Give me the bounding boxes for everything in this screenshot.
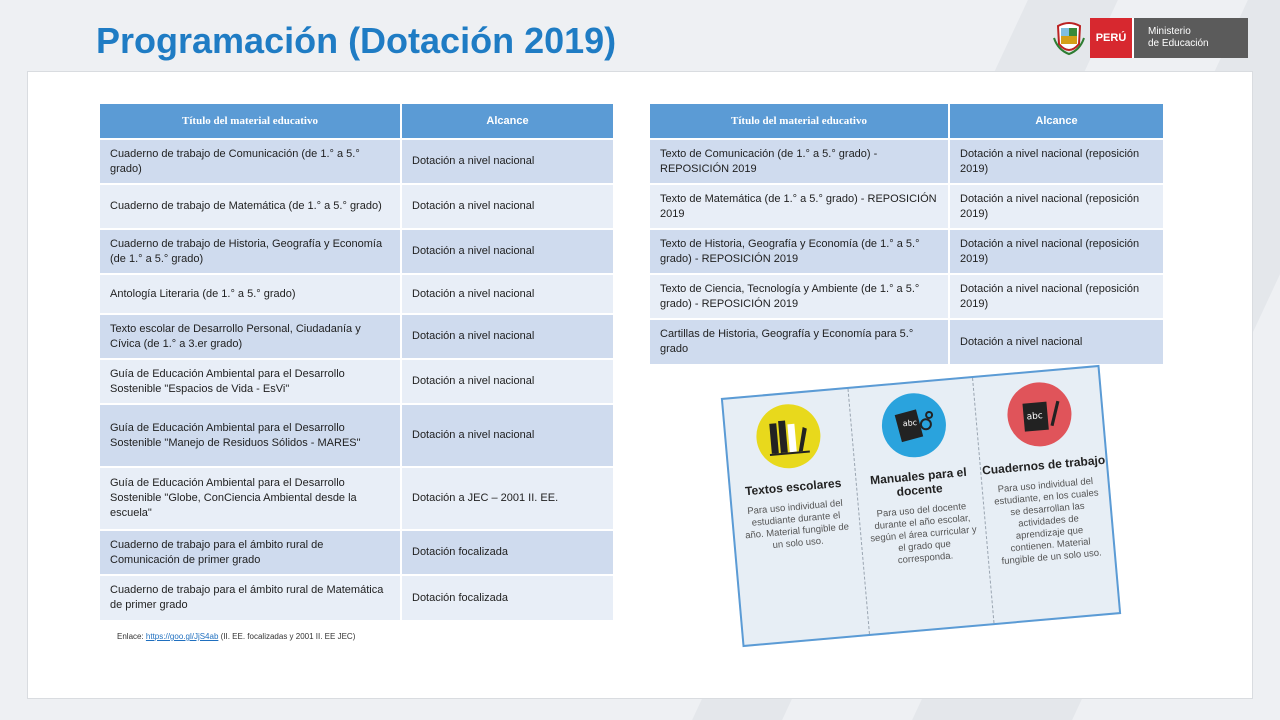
footnote-prefix: Enlace: — [117, 632, 146, 641]
scope-cell: Dotación a nivel nacional — [401, 274, 614, 314]
materials-illustration — [721, 365, 1121, 647]
illustration-desc: Para uso individual del estudiante, en los cuales se desarrollan las actividades de aprendizaje que contienen. Material fungible de un solo uso. — [993, 475, 1103, 568]
material-title-cell: Texto de Matemática (de 1.° a 5.° grado) - REPOSICIÓN 2019 — [650, 184, 949, 229]
ministry-line-2: de Educación — [1148, 38, 1209, 49]
table-row — [100, 359, 614, 404]
scope-cell: Dotación a JEC – 2001 II. EE. — [401, 467, 614, 530]
material-title-cell: Texto de Ciencia, Tecnología y Ambiente (de 1.° a 5.° grado) - REPOSICIÓN 2019 — [650, 274, 949, 319]
illustration-title: Cuadernos de trabajo — [981, 452, 1106, 478]
table-row — [100, 314, 614, 359]
footnote-suffix: (II. EE. focalizadas y 2001 II. EE JEC) — [218, 632, 356, 641]
scope-cell: Dotación focalizada — [401, 575, 614, 620]
illustration-desc: Para uso del docente durante el año escolar, según el área curricular y el grado que corresponda. — [869, 501, 978, 567]
scope-cell: Dotación focalizada — [401, 530, 614, 575]
table-row — [650, 229, 1164, 274]
material-title-cell: Guía de Educación Ambiental para el Desarrollo Sostenible "Espacios de Vida - EsVi" — [100, 359, 401, 404]
coat-of-arms-icon — [1052, 18, 1086, 58]
scope-cell: Dotación a nivel nacional (reposición 2019) — [949, 139, 1164, 184]
manual-icon-label: abc — [902, 418, 918, 429]
scope-cell: Dotación a nivel nacional — [401, 404, 614, 467]
table-row — [100, 184, 614, 229]
material-title-cell: Cuaderno de trabajo para el ámbito rural de Matemática de primer grado — [100, 575, 401, 620]
scope-cell: Dotación a nivel nacional (reposición 2019) — [949, 274, 1164, 319]
material-title-cell: Texto escolar de Desarrollo Personal, Ciudadanía y Cívica (de 1.° a 3.er grado) — [100, 314, 401, 359]
table-row — [650, 184, 1164, 229]
material-title-cell: Cuaderno de trabajo de Historia, Geografía y Economía (de 1.° a 5.° grado) — [100, 229, 401, 274]
footnote-link[interactable]: https://goo.gl/JjS4ab — [145, 632, 219, 641]
workbook-icon-label: abc — [1025, 411, 1043, 423]
table-row — [100, 229, 614, 274]
table-row — [100, 530, 614, 575]
illustration-title: Textos escolares — [744, 475, 842, 499]
scope-cell: Dotación a nivel nacional (reposición 2019) — [949, 229, 1164, 274]
table-row — [650, 274, 1164, 319]
table-row — [100, 139, 614, 184]
manual-icon — [879, 391, 948, 460]
table-row — [100, 274, 614, 314]
header-scope: Alcance — [401, 104, 614, 139]
header-title: Título del material educativo — [650, 104, 949, 139]
page-title: Programación (Dotación 2019) — [96, 20, 617, 61]
header-title: Título del material educativo — [100, 104, 401, 139]
illustration-desc: Para uso individual del estudiante durante el año. Material fungible de un solo uso. — [744, 497, 850, 552]
scope-cell: Dotación a nivel nacional — [401, 139, 614, 184]
footnote — [117, 632, 355, 641]
material-title-cell: Cuaderno de trabajo de Matemática (de 1.° a 5.° grado) — [100, 184, 401, 229]
table-row — [100, 575, 614, 620]
material-title-cell: Texto de Comunicación (de 1.° a 5.° grado) - REPOSICIÓN 2019 — [650, 139, 949, 184]
material-title-cell: Cuaderno de trabajo para el ámbito rural de Comunicación de primer grado — [100, 530, 401, 575]
header-scope: Alcance — [949, 104, 1164, 139]
scope-cell: Dotación a nivel nacional — [401, 229, 614, 274]
scope-cell: Dotación a nivel nacional — [401, 359, 614, 404]
peru-label: PERÚ — [1090, 18, 1132, 58]
material-title-cell: Guía de Educación Ambiental para el Desarrollo Sostenible "Manejo de Residuos Sólidos - MARES" — [100, 404, 401, 467]
books-icon — [754, 402, 823, 471]
material-title-cell: Texto de Historia, Geografía y Economía (de 1.° a 5.° grado) - REPOSICIÓN 2019 — [650, 229, 949, 274]
material-title-cell: Guía de Educación Ambiental para el Desarrollo Sostenible "Globe, ConCiencia Ambiental desde la escuela" — [100, 467, 401, 530]
material-title-cell: Cuaderno de trabajo de Comunicación (de 1.° a 5.° grado) — [100, 139, 401, 184]
scope-cell: Dotación a nivel nacional (reposición 2019) — [949, 184, 1164, 229]
table-row — [650, 139, 1164, 184]
illustration-column-textbooks — [723, 389, 870, 645]
right-materials-table — [650, 104, 1165, 364]
illustration-title: Manuales para el docente — [869, 464, 968, 500]
scope-cell: Dotación a nivel nacional — [401, 314, 614, 359]
illustration-column-teacher-manuals — [848, 378, 995, 634]
material-title-cell: Antología Literaria (de 1.° a 5.° grado) — [100, 274, 401, 314]
scope-cell: Dotación a nivel nacional — [401, 184, 614, 229]
ministry-label — [1132, 18, 1248, 58]
table-row — [100, 467, 614, 530]
table-row — [650, 319, 1164, 364]
illustration-column-workbooks — [973, 367, 1119, 623]
ministry-logo — [1052, 18, 1248, 58]
material-title-cell: Cartillas de Historia, Geografía y Economía para 5.° grado — [650, 319, 949, 364]
workbook-icon — [1004, 380, 1073, 449]
ministry-line-1: Ministerio — [1148, 26, 1191, 37]
table-row — [100, 404, 614, 467]
left-materials-table — [100, 104, 615, 620]
scope-cell: Dotación a nivel nacional — [949, 319, 1164, 364]
